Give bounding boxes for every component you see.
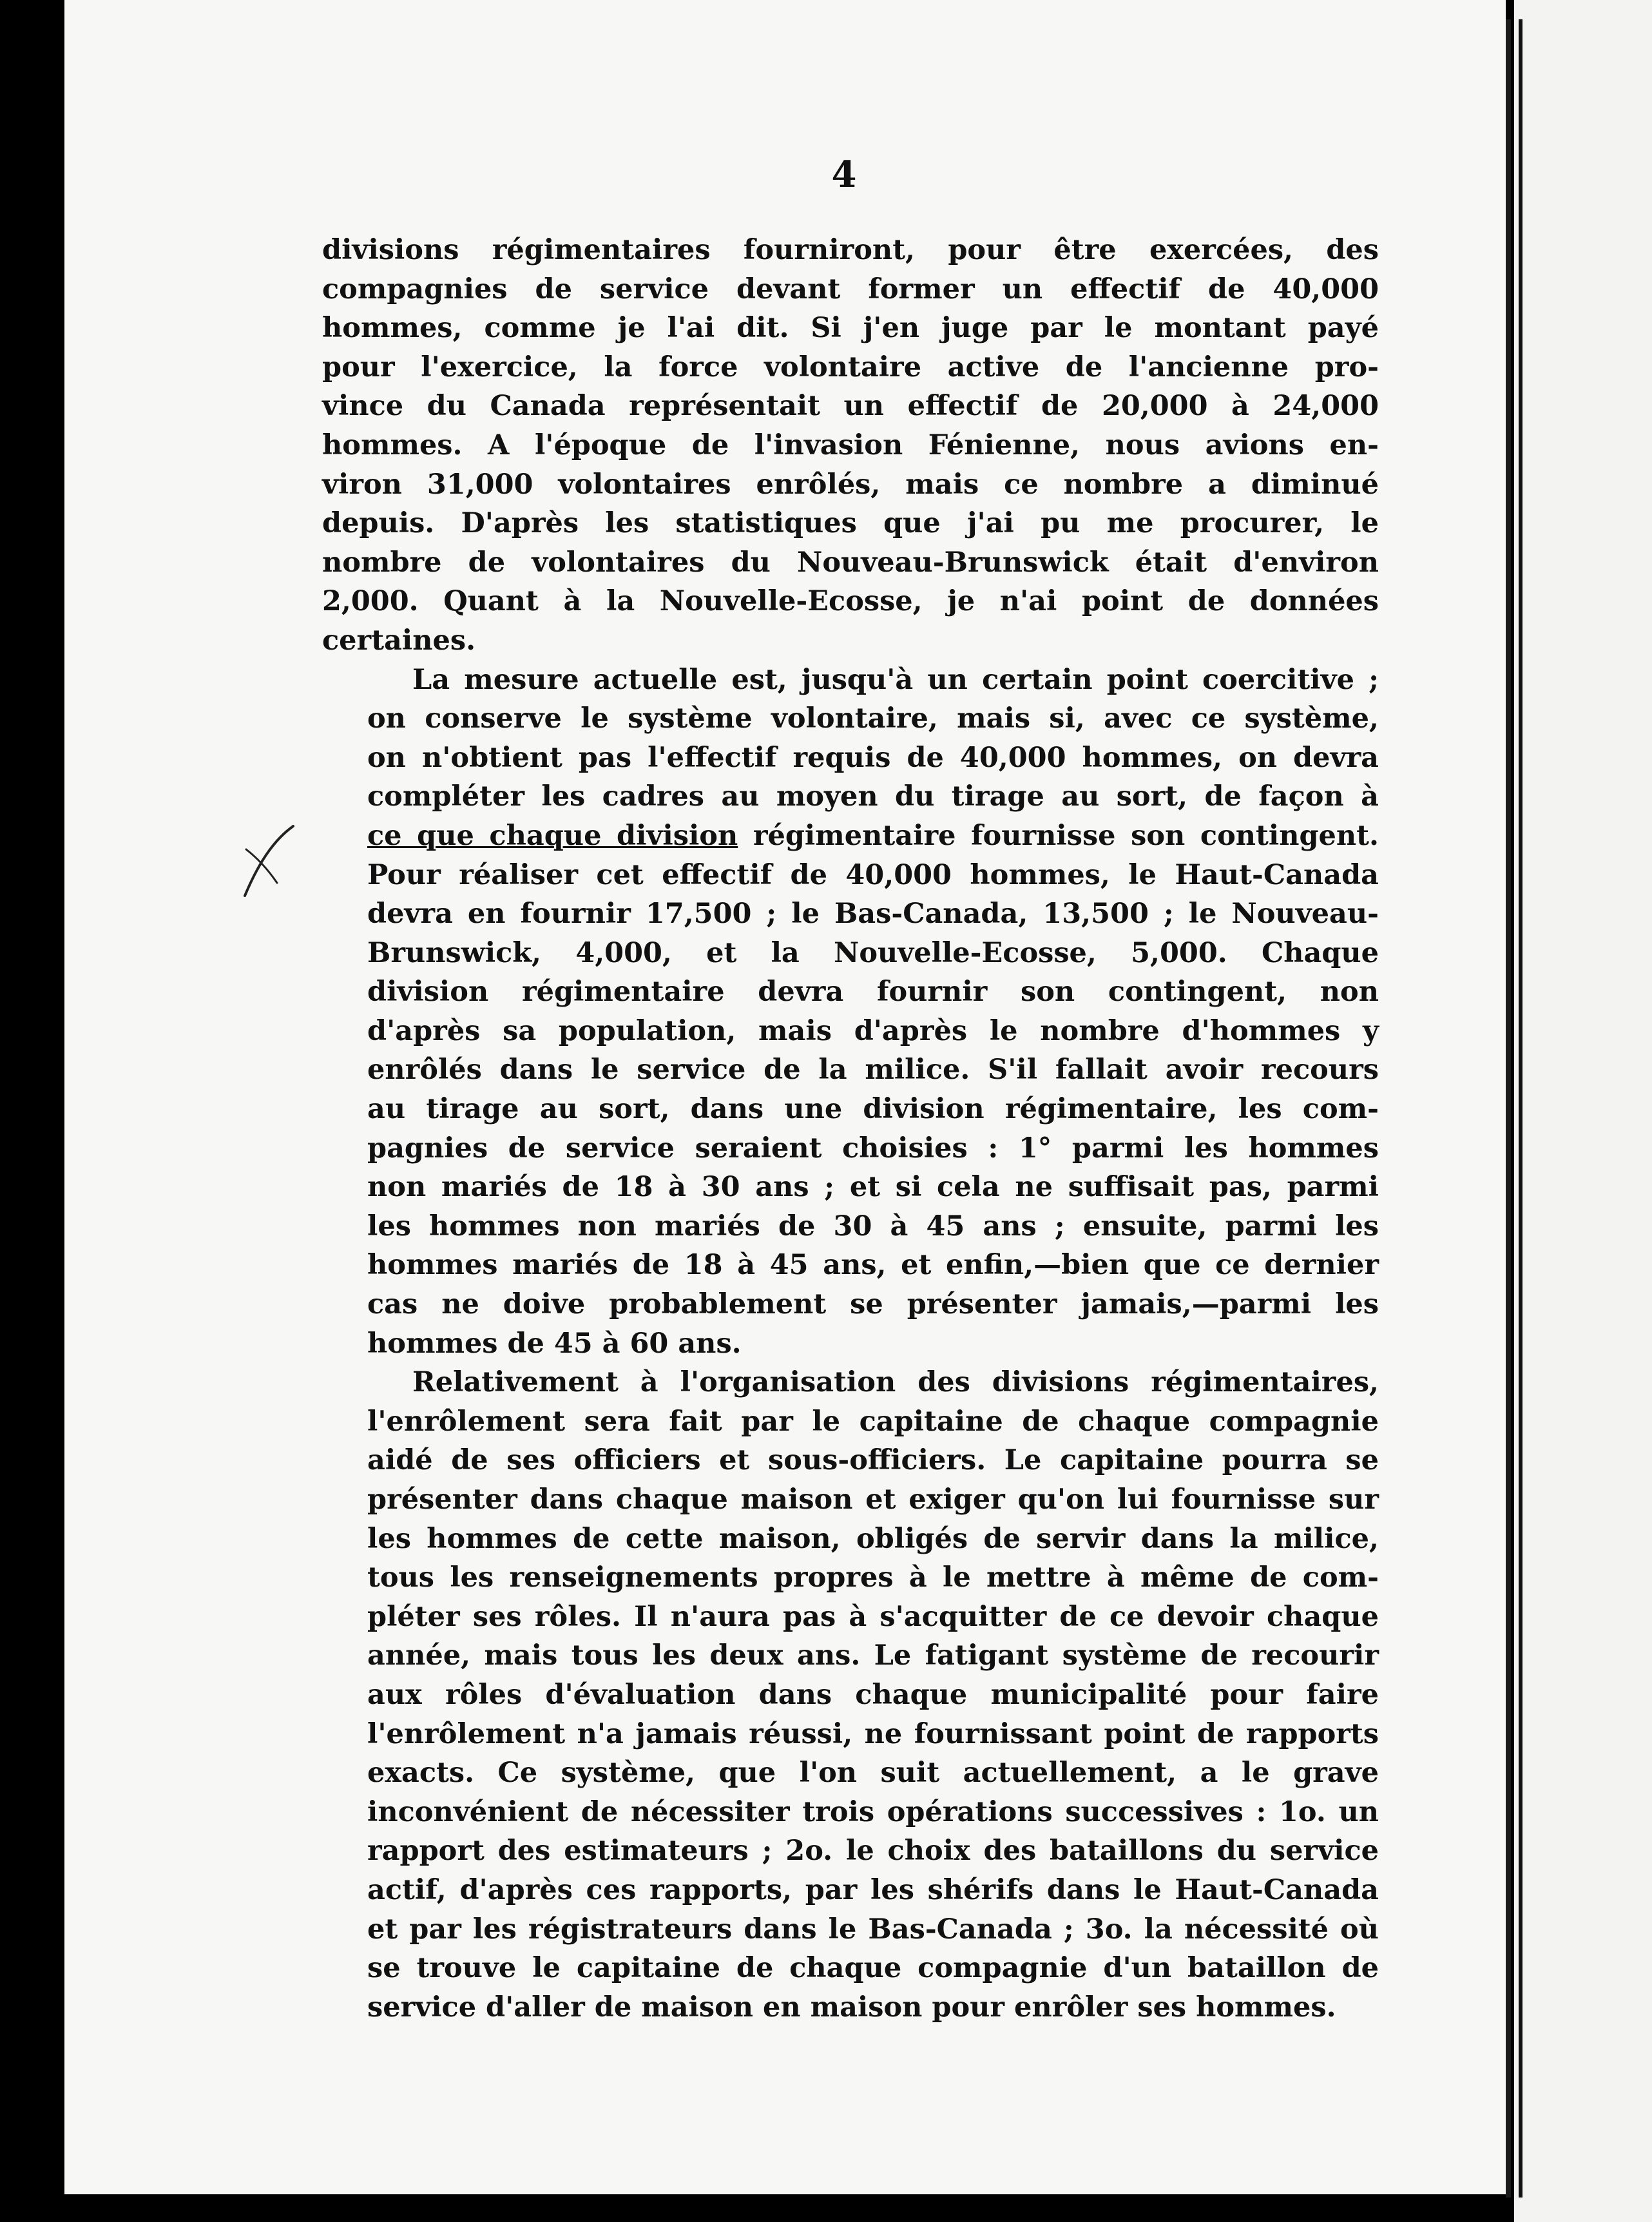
text-line: aux rôles d'évaluation dans chaque municipalité pour faire (367, 1678, 1379, 1711)
text-line: hommes mariés de 18 à 45 ans, et enfin,—bien que ce dernier (367, 1249, 1379, 1282)
text-line: Pour réaliser cet effectif de 40,000 hommes, le Haut-Canada (367, 858, 1379, 891)
page-edge-shadow (1506, 19, 1511, 2198)
text-line: Relativement à l'organisation des divisions régimentaires, (412, 1366, 1379, 1399)
text-line: l'enrôlement n'a jamais réussi, ne fournissant point de rapports (367, 1717, 1379, 1750)
text-line: non mariés de 18 à 30 ans ; et si cela ne suffisait pas, parmi (367, 1171, 1379, 1204)
text-line: on conserve le système volontaire, mais si, avec ce système, (367, 702, 1379, 735)
text-line: exacts. Ce système, que l'on suit actuellement, a le grave (367, 1757, 1379, 1790)
text-line: compléter les cadres au moyen du tirage au sort, de façon à (367, 780, 1379, 813)
text-line: tous les renseignements propres à le mettre à même de com- (367, 1561, 1379, 1594)
text-line: devra en fournir 17,500 ; le Bas-Canada, 13,500 ; le Nouveau- (367, 898, 1379, 931)
adjacent-page-strip (1514, 0, 1652, 2222)
text-line: hommes, comme je l'ai dit. Si j'en juge par le montant payé (322, 312, 1379, 345)
text-line: se trouve le capitaine de chaque compagnie d'un bataillon de (367, 1952, 1379, 1985)
text-line: service d'aller de maison en maison pour enrôler ses hommes. (367, 1991, 1336, 2024)
text-line: et par les régistrateurs dans le Bas-Canada ; 3o. la nécessité où (367, 1913, 1379, 1946)
underlined-phrase: ce que chaque division (367, 819, 738, 852)
paragraph (322, 1363, 1379, 2027)
handwritten-x-mark-icon (232, 818, 303, 902)
text-line: les hommes non mariés de 30 à 45 ans ; ensuite, parmi les (367, 1210, 1379, 1242)
text-line: hommes de 45 à 60 ans. (367, 1327, 742, 1360)
text-line: nombre de volontaires du Nouveau-Brunswick était d'environ (322, 546, 1379, 579)
text-line: divisions régimentaires fourniront, pour être exercées, des (322, 234, 1379, 266)
text-line: division régimentaire devra fournir son contingent, non (367, 976, 1379, 1009)
text-line: hommes. A l'époque de l'invasion Fénienne, nous avions en- (322, 429, 1379, 461)
text-line: les hommes de cette maison, obligés de servir dans la milice, (367, 1522, 1379, 1555)
text-line: pour l'exercice, la force volontaire active de l'ancienne pro- (322, 351, 1379, 383)
text-line: 2,000. Quant à la Nouvelle-Ecosse, je n'ai point de données (322, 585, 1379, 618)
text-line: compagnies de service devant former un effectif de 40,000 (322, 273, 1379, 305)
paragraph (322, 661, 1379, 1364)
text-line: année, mais tous les deux ans. Le fatigant système de recourir (367, 1639, 1379, 1672)
text-line: depuis. D'après les statistiques que j'ai pu me procurer, le (322, 507, 1379, 540)
text-line: d'après sa population, mais d'après le nombre d'hommes y (367, 1014, 1379, 1047)
text-line: pagnies de service seraient choisies : 1° parmi les hommes (367, 1132, 1379, 1164)
text-line: on n'obtient pas l'effectif requis de 40,000 hommes, on devra (367, 741, 1379, 774)
paragraph (322, 231, 1379, 661)
text-line: l'enrôlement sera fait par le capitaine de chaque compagnie (367, 1405, 1379, 1438)
text-line: cas ne doive probablement se présenter jamais,—parmi les (367, 1288, 1379, 1321)
text-line: enrôlés dans le service de la milice. S'il fallait avoir recours (367, 1054, 1379, 1087)
text-line: vince du Canada représentait un effectif de 20,000 à 24,000 (322, 390, 1379, 423)
text-line: actif, d'après ces rapports, par les shérifs dans le Haut-Canada (367, 1873, 1379, 1906)
text-line: au tirage au sort, dans une division régimentaire, les com- (367, 1093, 1379, 1126)
text-line: rapport des estimateurs ; 2o. le choix des bataillons du service (367, 1835, 1379, 1868)
page-number: 4 (831, 153, 857, 196)
text-line: inconvénient de nécessiter trois opérations successives : 1o. un (367, 1795, 1379, 1828)
body-text (322, 231, 1379, 2027)
text-line: viron 31,000 volontaires enrôlés, mais ce nombre a diminué (322, 468, 1379, 501)
text-line: La mesure actuelle est, jusqu'à un certain point coercitive ; (412, 663, 1379, 696)
text-line: ce que chaque division régimentaire fournisse son contingent. (367, 819, 1379, 852)
text-line: certaines. (322, 624, 476, 657)
text-line: Brunswick, 4,000, et la Nouvelle-Ecosse, 5,000. Chaque (367, 936, 1379, 969)
adjacent-page-edge-line (1519, 19, 1522, 2198)
text-line: pléter ses rôles. Il n'aura pas à s'acquitter de ce devoir chaque (367, 1600, 1379, 1633)
text-line: présenter dans chaque maison et exiger qu'on lui fournisse sur (367, 1483, 1379, 1516)
text-line: aidé de ses officiers et sous-officiers. Le capitaine pourra se (367, 1444, 1379, 1477)
